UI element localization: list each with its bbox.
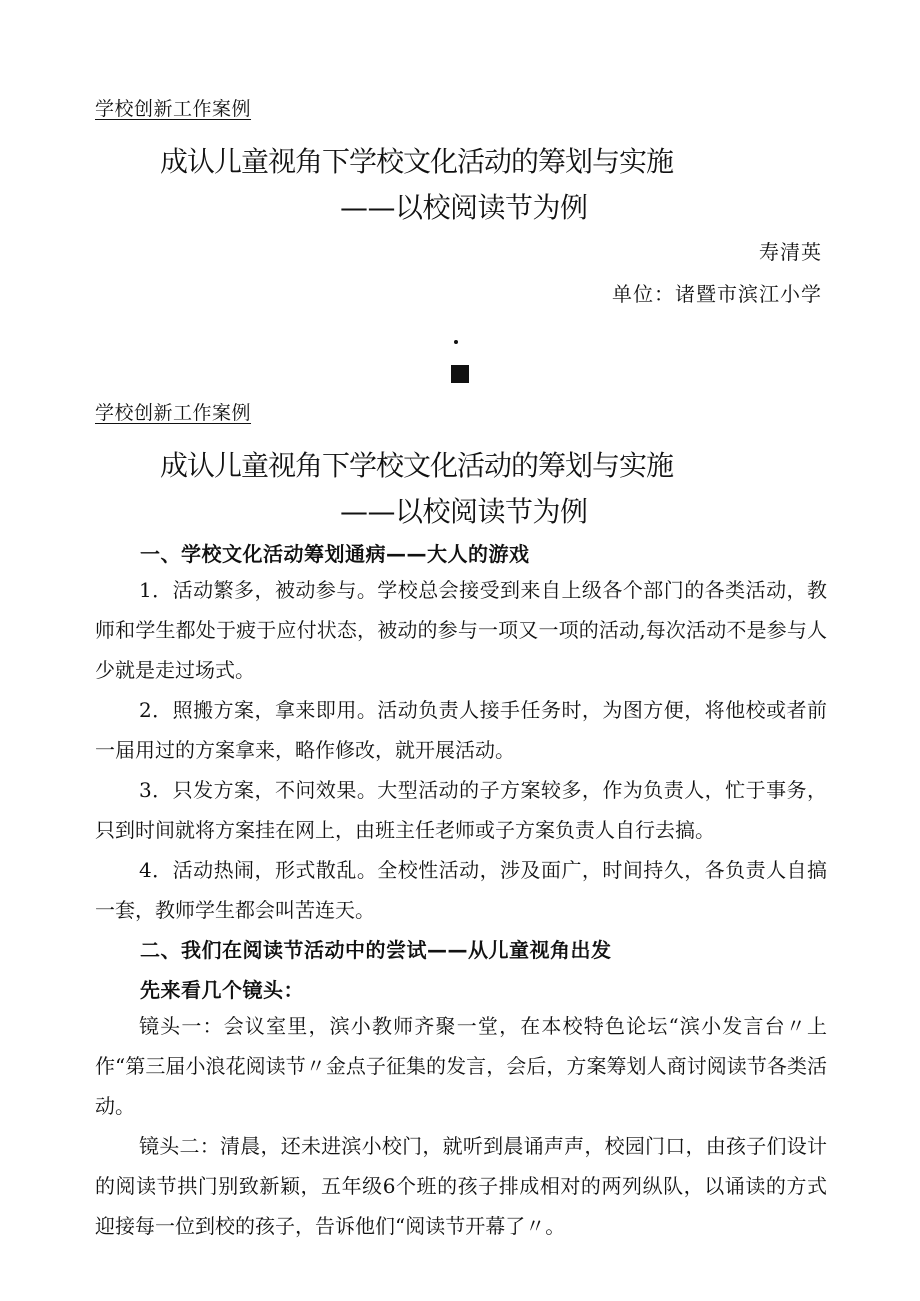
- list-item: [95, 570, 827, 690]
- case-label-top: 学校创新工作案例: [95, 98, 252, 120]
- paragraph-shot-2: 镜头二：清晨，还未进滨小校门，就听到晨诵声声，校园门口，由孩子们设计的阅读节拱门别致新颖，五年级6个班的孩子排成相对的两列纵队，以诵读的方式迎接每一位到校的孩子，告诉他们“阅读节开幕了〃。: [95, 1134, 827, 1238]
- document-subtitle: ——以校阅读节为例: [340, 495, 588, 528]
- author-unit: 单位：诸暨市滨江小学: [612, 282, 822, 306]
- section-heading-2: 二、我们在阅读节活动中的尝试——从儿童视角出发: [140, 938, 612, 962]
- separator-dot: [454, 340, 458, 344]
- list-item: [95, 770, 827, 850]
- author-name: 寿清英: [759, 240, 822, 264]
- document-subtitle-top: ——以校阅读节为例: [340, 191, 588, 224]
- section-heading-1: 一、学校文化活动筹划通病——大人的游戏: [140, 542, 530, 566]
- item-lead: 1．活动繁多，被动参与。: [139, 578, 378, 602]
- list-item: [95, 850, 827, 930]
- item-lead: 3．只发方案，不问效果。: [139, 778, 378, 802]
- section-intro: 先来看几个镜头：: [140, 978, 304, 1002]
- item-text: 全校性活动，涉及面广，时间持久，各负责人自搞一套，教师学生都会叫苦连天。: [95, 858, 827, 922]
- list-item: [95, 690, 827, 770]
- item-text: 大型活动的子方案较多，作为负责人，忙于事务，只到时间就将方案挂在网上，由班主任老师或子方案负责人自行去搞。: [95, 778, 827, 842]
- item-lead: 4．活动热闹，形式散乱。: [139, 858, 378, 882]
- document-title-top: 成认儿童视角下学校文化活动的筹划与实施: [160, 145, 674, 178]
- separator-square: [451, 365, 469, 383]
- case-label: 学校创新工作案例: [95, 402, 252, 424]
- item-text: 学校总会接受到来自上级各个部门的各类活动，教师和学生都处于疲于应付状态，被动的参与一项又一项的活动,每次活动不是参与人少就是走过场式。: [95, 578, 827, 682]
- item-text: 活动负责人接手任务时，为图方便，将他校或者前一届用过的方案拿来，略作修改，就开展活动。: [95, 698, 827, 762]
- paragraph-shot-1: 镜头一：会议室里，滨小教师齐聚一堂，在本校特色论坛“滨小发言台〃上作“第三届小浪花阅读节〃金点子征集的发言，会后，方案筹划人商讨阅读节各类活动。: [95, 1014, 827, 1118]
- document-title: 成认儿童视角下学校文化活动的筹划与实施: [160, 449, 674, 482]
- item-lead: 2．照搬方案，拿来即用。: [139, 698, 378, 722]
